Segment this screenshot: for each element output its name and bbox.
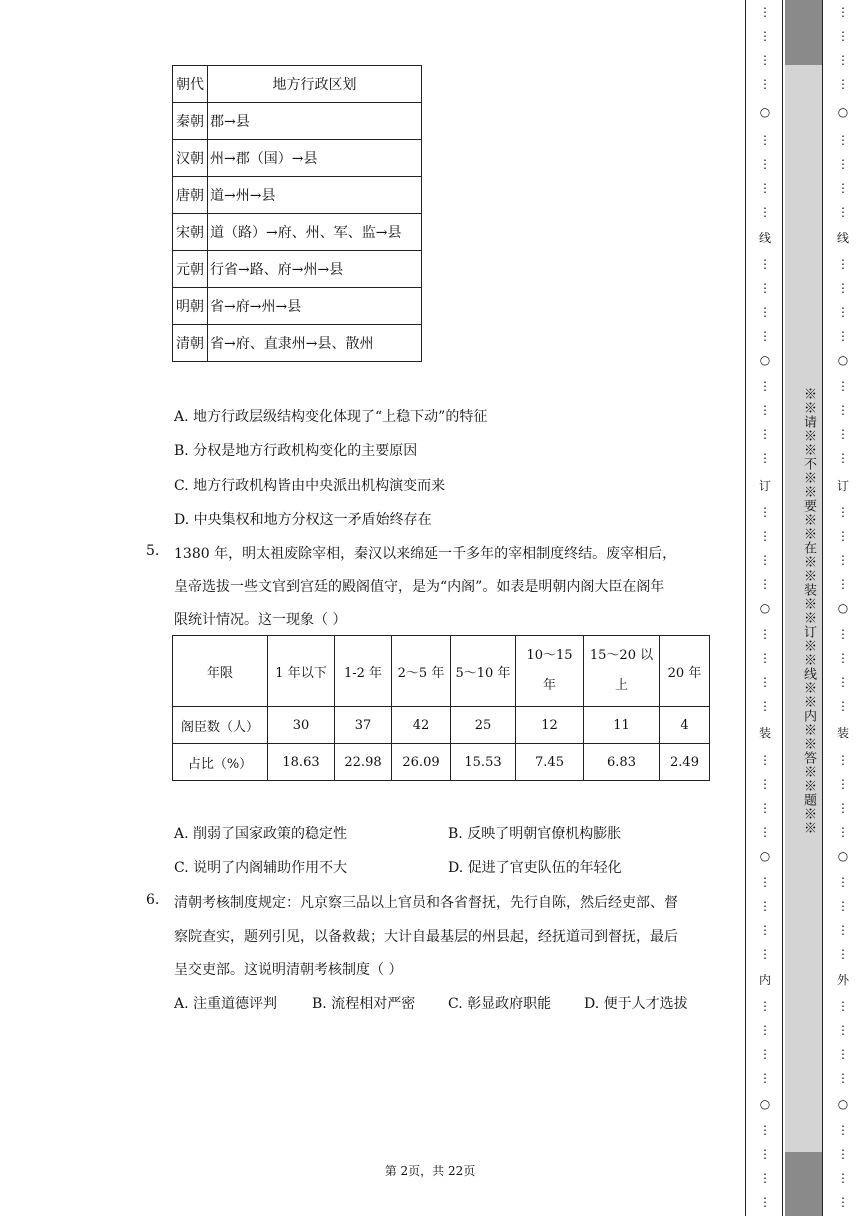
table-cell: 25 [451,707,516,744]
dynasty-cell: 清朝 [173,325,208,362]
q5-option-d[interactable]: D. 促进了官吏队伍的年轻化 [448,860,622,876]
table-cell: 22.98 [335,744,392,781]
table-header-row [173,66,422,103]
question-number: 6. [146,892,160,908]
question-text: 限统计情况。这一现象（ ） [174,612,347,628]
table-row [173,103,422,140]
table-row [173,251,422,288]
circle-mark: ○ [759,601,771,615]
binding-border-right [822,0,823,1216]
binding-dark-block-bottom [785,1152,822,1216]
table-header-cell: 朝代 [173,66,208,103]
q4-option-d[interactable]: D. 中央集权和地方分权这一矛盾始终存在 [174,512,432,528]
dynasty-cell: 明朝 [173,288,208,325]
cabinet-tenure-table [172,635,710,781]
table-row [173,140,422,177]
binding-label: 订 [837,479,849,493]
table-cell: 42 [392,707,451,744]
table-header-cell: 5～10 年 [451,636,516,707]
no-answer-warning: ※※请※※不※※要※※在※※装※※订※※线※※内※※答※※题※※ [801,387,816,835]
question-number: 5. [146,543,160,559]
table-cell: 7.45 [516,744,584,781]
circle-mark: ○ [759,105,771,119]
table-header-cell: 1-2 年 [335,636,392,707]
question-text: 呈交吏部。这说明清朝考核制度（ ） [174,962,403,978]
q5-option-a[interactable]: A. 削弱了国家政策的稳定性 [174,826,348,842]
table-cell: 37 [335,707,392,744]
dynasty-cell: 宋朝 [173,214,208,251]
q4-option-a[interactable]: A. 地方行政层级结构变化体现了“上稳下动”的特征 [174,409,488,425]
division-cell: 郡→县 [208,103,422,140]
division-cell: 省→府、直隶州→县、散州 [208,325,422,362]
q6-option-d[interactable]: D. 便于人才选拔 [584,996,688,1012]
division-cell: 道→州→县 [208,177,422,214]
table-header-cell: 1 年以下 [268,636,335,707]
circle-mark: ○ [837,1097,849,1111]
question-text: 察院查实，题列引见，以备救裁；大计自最基层的州县起，经抚道司到督抚，最后 [174,929,678,945]
table-header-cell: 10～15 年 [516,636,584,707]
table-header-row [173,636,710,707]
table-cell: 11 [584,707,660,744]
table-header-cell: 15～20 以 上 [584,636,660,707]
q6-option-b[interactable]: B. 流程相对严密 [312,996,416,1012]
table-cell: 26.09 [392,744,451,781]
table-row [173,744,710,781]
table-cell: 12 [516,707,584,744]
dynasty-cell: 汉朝 [173,140,208,177]
table-row [173,177,422,214]
q5-option-c[interactable]: C. 说明了内阁辅助作用不大 [174,860,348,876]
table-header-cell: 地方行政区划 [208,66,422,103]
q5-option-b[interactable]: B. 反映了明朝官僚机构膨胀 [448,826,622,842]
question-text: 1380 年，明太祖废除宰相，秦汉以来绵延一千多年的宰相制度终结。废宰相后， [174,546,677,562]
q4-option-b[interactable]: B. 分权是地方行政机构变化的主要原因 [174,443,418,459]
binding-label: 订 [759,479,771,493]
circle-mark: ○ [837,849,849,863]
circle-mark: ○ [759,353,771,367]
table-header-cell: 年限 [173,636,268,707]
division-cell: 州→郡（国）→县 [208,140,422,177]
circle-mark: ○ [837,353,849,367]
table-cell: 30 [268,707,335,744]
circle-mark: ○ [759,849,771,863]
inner-cut-line: ⋮ ⋮ ⋮ ⋮ ○ ⋮ ⋮ ⋮ ⋮ 线 ⋮ ⋮ ⋮ ⋮ ○ ⋮ ⋮ ⋮ ⋮ 订 ⋮ ⋮ ⋮ ⋮ ○ ⋮ ⋮ ⋮ ⋮ 装 ⋮ ⋮ ⋮ ⋮ ○ ⋮ ⋮ ⋮ ⋮ 内 ⋮ ⋮ ⋮ ⋮ ○ ⋮ ⋮ ⋮ ⋮ [759,5,771,1209]
division-cell: 道（路）→府、州、军、监→县 [208,214,422,251]
question-text: 皇帝选拔一些文官到宫廷的殿阁值守，是为“内阁”。如表是明朝内阁大臣在阁年 [174,579,665,595]
binding-label: 线 [837,231,849,245]
table-header-cell: 2～5 年 [392,636,451,707]
dynasty-cell: 元朝 [173,251,208,288]
division-cell: 省→府→州→县 [208,288,422,325]
binding-label: 线 [759,231,771,245]
binding-label: 外 [837,973,849,987]
table-cell: 6.83 [584,744,660,781]
page-footer: 第 2页，共 22页 [384,1164,476,1178]
q4-option-c[interactable]: C. 地方行政机构皆由中央派出机构演变而来 [174,478,446,494]
table-row [173,325,422,362]
question-text: 清朝考核制度规定：凡京察三品以上官员和各省督抚，先行自陈，然后经吏部、督 [174,895,678,911]
binding-label: 装 [759,726,771,740]
binding-label: 内 [759,973,771,987]
binding-dark-block-top [785,0,822,65]
table-header-cell: 20 年 [660,636,710,707]
outer-cut-line: ⋮ ⋮ ⋮ ⋮ ○ ⋮ ⋮ ⋮ ⋮ 线 ⋮ ⋮ ⋮ ⋮ ○ ⋮ ⋮ ⋮ ⋮ 订 ⋮ ⋮ ⋮ ⋮ ○ ⋮ ⋮ ⋮ ⋮ 装 ⋮ ⋮ ⋮ ⋮ ○ ⋮ ⋮ ⋮ ⋮ 外 ⋮ ⋮ ⋮ ⋮ ○ ⋮ ⋮ ⋮ ⋮ [837,5,849,1209]
dynasty-division-table [172,65,422,362]
table-cell: 18.63 [268,744,335,781]
table-cell: 15.53 [451,744,516,781]
binding-border-left [745,0,746,1216]
table-row [173,707,710,744]
circle-mark: ○ [759,1097,771,1111]
division-cell: 行省→路、府→州→县 [208,251,422,288]
table-row [173,214,422,251]
circle-mark: ○ [837,601,849,615]
table-cell: 2.49 [660,744,710,781]
q6-option-c[interactable]: C. 彰显政府职能 [448,996,552,1012]
q6-option-a[interactable]: A. 注重道德评判 [174,996,278,1012]
binding-border-mid [782,0,783,1216]
table-row [173,288,422,325]
binding-label: 装 [837,726,849,740]
dynasty-cell: 唐朝 [173,177,208,214]
table-cell: 阁臣数（人） [173,707,268,744]
circle-mark: ○ [837,105,849,119]
table-cell: 4 [660,707,710,744]
dynasty-cell: 秦朝 [173,103,208,140]
table-cell: 占比（%） [173,744,268,781]
